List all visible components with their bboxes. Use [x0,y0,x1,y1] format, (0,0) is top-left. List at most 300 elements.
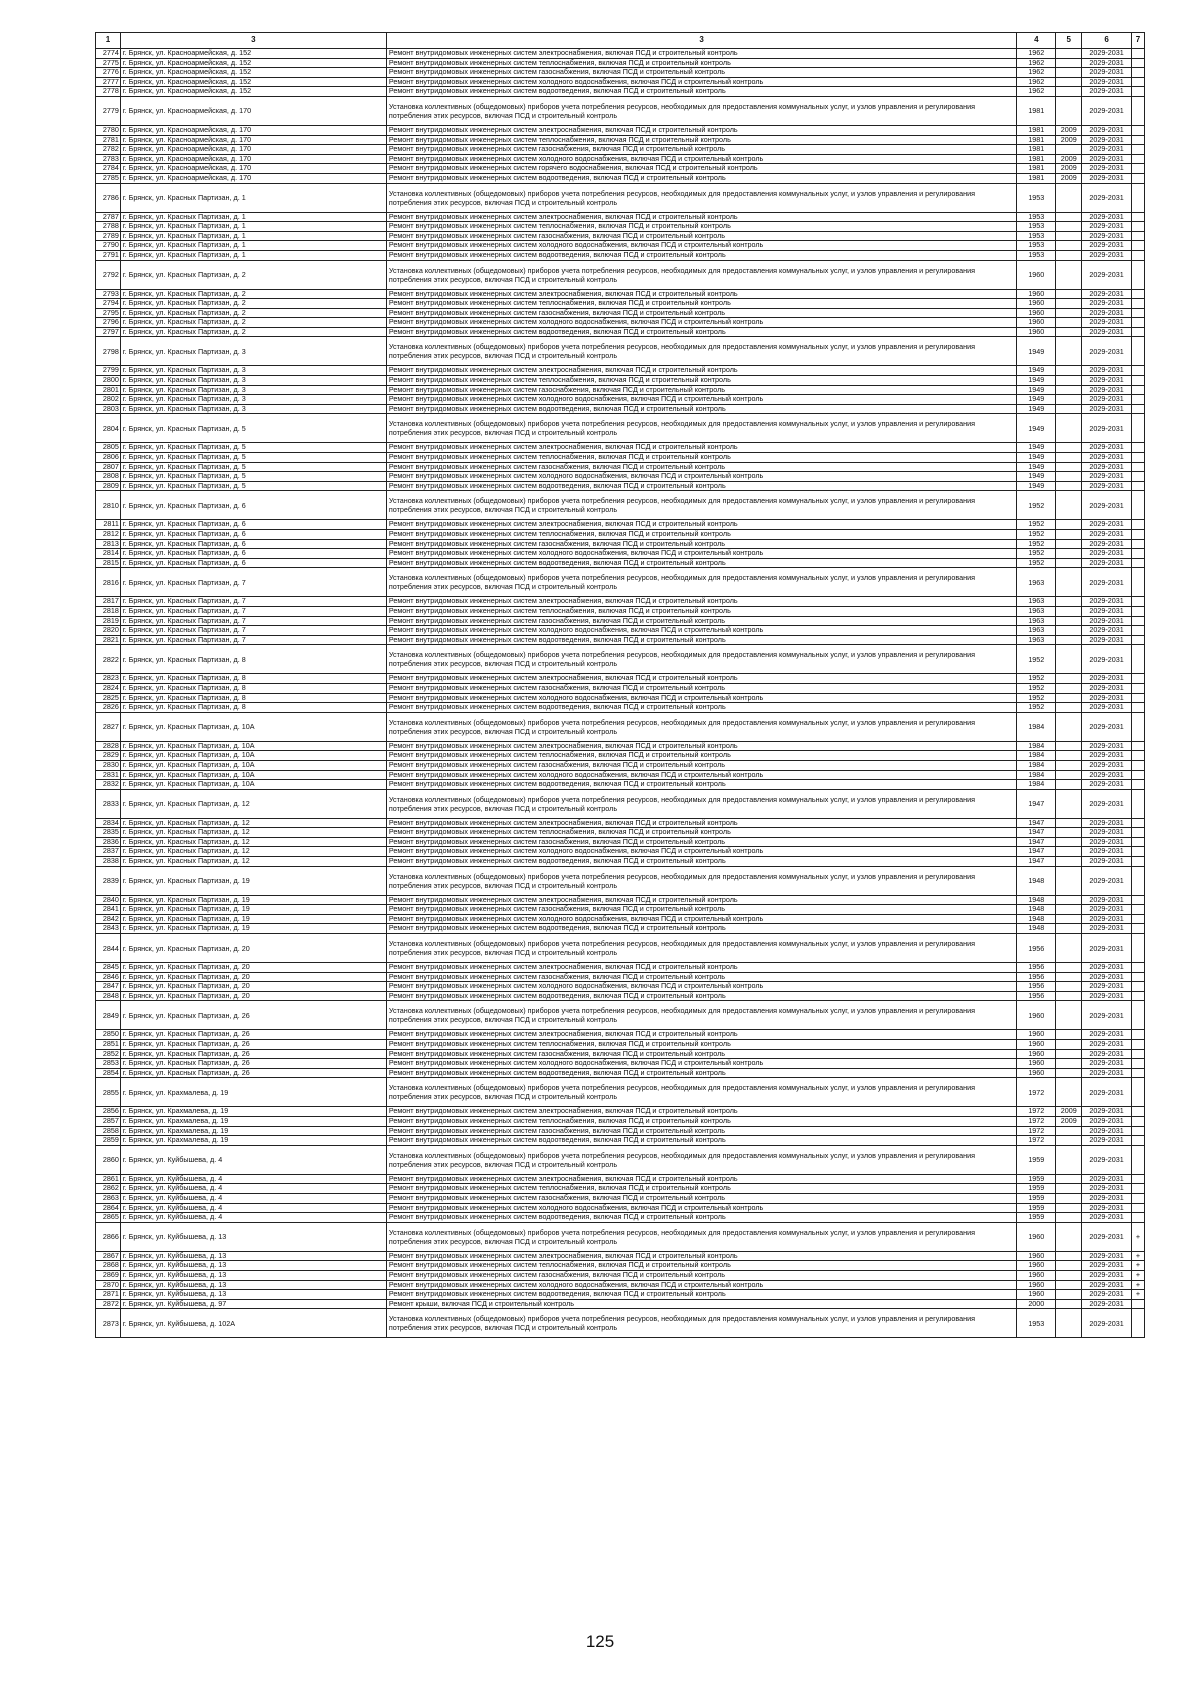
row-build-year: 1953 [1017,241,1056,251]
row-address: г. Брянск, ул. Красных Партизан, д. 7 [120,606,386,616]
row-period: 2029-2031 [1082,1030,1132,1040]
row-period: 2029-2031 [1082,260,1132,289]
row-period: 2029-2031 [1082,760,1132,770]
row-number: 2837 [96,847,121,857]
table-row [96,231,1145,241]
row-number: 2848 [96,991,121,1001]
row-work: Ремонт внутридомовых инженерных систем электроснабжения, включая ПСД и строительный контроль [386,443,1016,453]
row-period: 2029-2031 [1082,828,1132,838]
row-build-year: 1981 [1017,173,1056,183]
row-flag [1131,635,1144,645]
row-address: г. Брянск, ул. Красных Партизан, д. 3 [120,376,386,386]
row-work: Установка коллективных (общедомовых) приборов учета потребления ресурсов, необходимых для предоставления коммунальных услуг, и узлов управления и регулирования потребления этих ресурсов, включая ПСД и строительный контроль [386,96,1016,125]
table-row [96,741,1145,751]
table-row [96,462,1145,472]
row-number: 2870 [96,1280,121,1290]
row-last-repair [1056,1136,1082,1146]
table-row [96,558,1145,568]
row-address: г. Брянск, ул. Красных Партизан, д. 10А [120,741,386,751]
row-address: г. Брянск, ул. Красных Партизан, д. 10А [120,712,386,741]
row-number: 2820 [96,626,121,636]
row-build-year: 1949 [1017,404,1056,414]
row-period: 2029-2031 [1082,491,1132,520]
row-period: 2029-2031 [1082,606,1132,616]
row-number: 2786 [96,183,121,212]
row-number: 2858 [96,1126,121,1136]
row-work: Установка коллективных (общедомовых) приборов учета потребления ресурсов, необходимых для предоставления коммунальных услуг, и узлов управления и регулирования потребления этих ресурсов, включая ПСД и строительный контроль [386,568,1016,597]
row-last-repair [1056,741,1082,751]
row-build-year: 1962 [1017,68,1056,78]
row-work: Ремонт внутридомовых инженерных систем газоснабжения, включая ПСД и строительный контроль [386,683,1016,693]
row-number: 2823 [96,674,121,684]
table-row [96,530,1145,540]
table-row [96,222,1145,232]
row-number: 2787 [96,212,121,222]
row-number: 2801 [96,385,121,395]
row-build-year: 1960 [1017,318,1056,328]
row-address: г. Брянск, ул. Красных Партизан, д. 6 [120,520,386,530]
row-last-repair [1056,260,1082,289]
row-address: г. Брянск, ул. Куйбышева, д. 13 [120,1251,386,1261]
table-row [96,414,1145,443]
row-address: г. Брянск, ул. Крахмалева, д. 19 [120,1116,386,1126]
row-build-year: 1972 [1017,1136,1056,1146]
row-build-year: 1952 [1017,549,1056,559]
table-row [96,1126,1145,1136]
row-flag [1131,991,1144,1001]
table-row [96,1030,1145,1040]
row-work: Ремонт внутридомовых инженерных систем электроснабжения, включая ПСД и строительный контроль [386,1107,1016,1117]
row-build-year: 1949 [1017,337,1056,366]
row-flag [1131,1184,1144,1194]
row-work: Ремонт внутридомовых инженерных систем газоснабжения, включая ПСД и строительный контроль [386,462,1016,472]
table-row [96,857,1145,867]
row-build-year: 1963 [1017,606,1056,616]
header-col-work: 3 [386,33,1016,49]
row-flag [1131,866,1144,895]
row-period: 2029-2031 [1082,58,1132,68]
row-number: 2852 [96,1049,121,1059]
row-build-year: 1960 [1017,1068,1056,1078]
table-row [96,481,1145,491]
row-address: г. Брянск, ул. Красных Партизан, д. 3 [120,395,386,405]
row-build-year: 1960 [1017,1049,1056,1059]
row-flag [1131,404,1144,414]
row-number: 2789 [96,231,121,241]
row-address: г. Брянск, ул. Красных Партизан, д. 12 [120,828,386,838]
table-row [96,1270,1145,1280]
row-flag [1131,934,1144,963]
row-flag [1131,125,1144,135]
row-flag [1131,96,1144,125]
row-flag [1131,1126,1144,1136]
row-address: г. Брянск, ул. Красных Партизан, д. 8 [120,645,386,674]
row-flag [1131,77,1144,87]
row-build-year: 1981 [1017,96,1056,125]
table-row [96,789,1145,818]
row-period: 2029-2031 [1082,385,1132,395]
row-period: 2029-2031 [1082,1078,1132,1107]
row-work: Установка коллективных (общедомовых) приборов учета потребления ресурсов, необходимых для предоставления коммунальных услуг, и узлов управления и регулирования потребления этих ресурсов, включая ПСД и строительный контроль [386,789,1016,818]
row-period: 2029-2031 [1082,250,1132,260]
row-address: г. Брянск, ул. Куйбышева, д. 13 [120,1270,386,1280]
row-last-repair [1056,1222,1082,1251]
table-row [96,472,1145,482]
row-build-year: 1960 [1017,327,1056,337]
row-address: г. Брянск, ул. Куйбышева, д. 97 [120,1299,386,1309]
row-address: г. Брянск, ул. Красноармейская, д. 170 [120,135,386,145]
row-period: 2029-2031 [1082,164,1132,174]
table-row [96,1222,1145,1251]
row-address: г. Брянск, ул. Красных Партизан, д. 6 [120,530,386,540]
row-address: г. Брянск, ул. Куйбышева, д. 13 [120,1280,386,1290]
row-number: 2795 [96,308,121,318]
row-work: Ремонт внутридомовых инженерных систем горячего водоснабжения, включая ПСД и строительный контроль [386,164,1016,174]
row-flag: + [1131,1261,1144,1271]
table-row [96,308,1145,318]
row-build-year: 1972 [1017,1078,1056,1107]
row-period: 2029-2031 [1082,1203,1132,1213]
row-address: г. Брянск, ул. Красных Партизан, д. 19 [120,914,386,924]
table-row [96,337,1145,366]
row-flag [1131,212,1144,222]
table-row [96,914,1145,924]
table-row [96,539,1145,549]
row-period: 2029-2031 [1082,934,1132,963]
row-last-repair [1056,934,1082,963]
row-flag: + [1131,1290,1144,1300]
row-last-repair [1056,472,1082,482]
row-period: 2029-2031 [1082,462,1132,472]
table-row [96,212,1145,222]
table-row [96,385,1145,395]
row-work: Ремонт внутридомовых инженерных систем газоснабжения, включая ПСД и строительный контроль [386,145,1016,155]
row-work: Ремонт внутридомовых инженерных систем холодного водоснабжения, включая ПСД и строительный контроль [386,318,1016,328]
row-period: 2029-2031 [1082,1270,1132,1280]
row-work: Ремонт внутридомовых инженерных систем теплоснабжения, включая ПСД и строительный контроль [386,222,1016,232]
row-build-year: 1956 [1017,991,1056,1001]
row-last-repair [1056,491,1082,520]
table-row [96,1116,1145,1126]
row-build-year: 1953 [1017,183,1056,212]
row-period: 2029-2031 [1082,481,1132,491]
table-row [96,616,1145,626]
row-flag [1131,308,1144,318]
row-address: г. Брянск, ул. Красных Партизан, д. 1 [120,250,386,260]
row-number: 2797 [96,327,121,337]
row-last-repair [1056,58,1082,68]
row-number: 2828 [96,741,121,751]
table-row [96,905,1145,915]
table-row [96,1280,1145,1290]
row-last-repair [1056,991,1082,1001]
table-row [96,491,1145,520]
row-address: г. Брянск, ул. Красноармейская, д. 152 [120,68,386,78]
row-period: 2029-2031 [1082,308,1132,318]
row-number: 2839 [96,866,121,895]
row-flag [1131,462,1144,472]
row-last-repair: 2009 [1056,125,1082,135]
table-row [96,780,1145,790]
row-period: 2029-2031 [1082,857,1132,867]
row-last-repair [1056,597,1082,607]
row-work: Ремонт внутридомовых инженерных систем теплоснабжения, включая ПСД и строительный контроль [386,828,1016,838]
row-number: 2808 [96,472,121,482]
row-number: 2855 [96,1078,121,1107]
row-work: Ремонт внутридомовых инженерных систем газоснабжения, включая ПСД и строительный контроль [386,616,1016,626]
table-row [96,125,1145,135]
row-period: 2029-2031 [1082,645,1132,674]
row-work: Ремонт внутридомовых инженерных систем газоснабжения, включая ПСД и строительный контроль [386,68,1016,78]
table-row [96,866,1145,895]
table-row [96,683,1145,693]
row-work: Ремонт внутридомовых инженерных систем водоотведения, включая ПСД и строительный контроль [386,1213,1016,1223]
row-period: 2029-2031 [1082,674,1132,684]
row-flag [1131,549,1144,559]
row-address: г. Брянск, ул. Красных Партизан, д. 3 [120,337,386,366]
row-number: 2781 [96,135,121,145]
row-flag [1131,481,1144,491]
row-build-year: 1960 [1017,1040,1056,1050]
row-work: Ремонт внутридомовых инженерных систем электроснабжения, включая ПСД и строительный контроль [386,520,1016,530]
row-last-repair [1056,674,1082,684]
row-work: Ремонт внутридомовых инженерных систем холодного водоснабжения, включая ПСД и строительный контроль [386,77,1016,87]
table-row [96,760,1145,770]
row-last-repair [1056,770,1082,780]
row-number: 2794 [96,299,121,309]
row-period: 2029-2031 [1082,847,1132,857]
row-last-repair [1056,1261,1082,1271]
row-flag [1131,414,1144,443]
table-row [96,58,1145,68]
row-period: 2029-2031 [1082,626,1132,636]
table-row [96,693,1145,703]
row-build-year: 1960 [1017,289,1056,299]
row-flag [1131,1040,1144,1050]
row-address: г. Брянск, ул. Крахмалева, д. 19 [120,1126,386,1136]
row-number: 2819 [96,616,121,626]
row-period: 2029-2031 [1082,231,1132,241]
row-address: г. Брянск, ул. Красных Партизан, д. 20 [120,972,386,982]
row-build-year: 1981 [1017,164,1056,174]
row-flag [1131,135,1144,145]
row-build-year: 1972 [1017,1126,1056,1136]
row-last-repair [1056,1174,1082,1184]
row-number: 2810 [96,491,121,520]
row-period: 2029-2031 [1082,837,1132,847]
row-build-year: 1960 [1017,1261,1056,1271]
header-col-year: 4 [1017,33,1056,49]
row-flag [1131,616,1144,626]
row-number: 2806 [96,453,121,463]
row-address: г. Брянск, ул. Красных Партизан, д. 19 [120,924,386,934]
row-address: г. Брянск, ул. Красных Партизан, д. 7 [120,597,386,607]
row-flag [1131,568,1144,597]
table-row [96,318,1145,328]
row-build-year: 1984 [1017,770,1056,780]
table-row [96,443,1145,453]
row-address: г. Брянск, ул. Красных Партизан, д. 8 [120,674,386,684]
row-flag [1131,645,1144,674]
row-flag [1131,58,1144,68]
row-flag [1131,491,1144,520]
row-work: Установка коллективных (общедомовых) приборов учета потребления ресурсов, необходимых для предоставления коммунальных услуг, и узлов управления и регулирования потребления этих ресурсов, включая ПСД и строительный контроль [386,1222,1016,1251]
row-period: 2029-2031 [1082,173,1132,183]
row-period: 2029-2031 [1082,1213,1132,1223]
row-build-year: 1947 [1017,837,1056,847]
row-work: Ремонт внутридомовых инженерных систем теплоснабжения, включая ПСД и строительный контроль [386,606,1016,616]
row-number: 2817 [96,597,121,607]
row-last-repair [1056,818,1082,828]
row-work: Ремонт внутридомовых инженерных систем водоотведения, включая ПСД и строительный контроль [386,1136,1016,1146]
row-build-year: 1947 [1017,847,1056,857]
row-work: Ремонт внутридомовых инженерных систем холодного водоснабжения, включая ПСД и строительный контроль [386,770,1016,780]
row-work: Ремонт внутридомовых инженерных систем водоотведения, включая ПСД и строительный контроль [386,404,1016,414]
row-address: г. Брянск, ул. Красных Партизан, д. 3 [120,366,386,376]
row-flag [1131,972,1144,982]
row-work: Установка коллективных (общедомовых) приборов учета потребления ресурсов, необходимых для предоставления коммунальных услуг, и узлов управления и регулирования потребления этих ресурсов, включая ПСД и строительный контроль [386,934,1016,963]
row-number: 2854 [96,1068,121,1078]
row-build-year: 1952 [1017,558,1056,568]
row-period: 2029-2031 [1082,1280,1132,1290]
row-address: г. Брянск, ул. Красноармейская, д. 170 [120,125,386,135]
table-row [96,77,1145,87]
row-number: 2798 [96,337,121,366]
row-flag [1131,327,1144,337]
row-build-year: 1948 [1017,914,1056,924]
row-number: 2809 [96,481,121,491]
row-number: 2871 [96,1290,121,1300]
row-last-repair [1056,337,1082,366]
row-number: 2843 [96,924,121,934]
row-number: 2822 [96,645,121,674]
row-number: 2832 [96,780,121,790]
row-build-year: 1949 [1017,472,1056,482]
row-number: 2800 [96,376,121,386]
table-row [96,597,1145,607]
row-last-repair [1056,1270,1082,1280]
table-row [96,568,1145,597]
row-flag [1131,741,1144,751]
row-build-year: 1981 [1017,125,1056,135]
row-period: 2029-2031 [1082,1107,1132,1117]
row-work: Ремонт внутридомовых инженерных систем газоснабжения, включая ПСД и строительный контроль [386,385,1016,395]
row-last-repair [1056,376,1082,386]
table-row [96,635,1145,645]
row-work: Ремонт внутридомовых инженерных систем холодного водоснабжения, включая ПСД и строительный контроль [386,549,1016,559]
row-flag [1131,222,1144,232]
row-flag [1131,443,1144,453]
row-flag [1131,828,1144,838]
row-build-year: 1959 [1017,1184,1056,1194]
row-number: 2860 [96,1145,121,1174]
row-work: Ремонт внутридомовых инженерных систем теплоснабжения, включая ПСД и строительный контроль [386,299,1016,309]
row-number: 2811 [96,520,121,530]
row-last-repair [1056,712,1082,741]
row-work: Установка коллективных (общедомовых) приборов учета потребления ресурсов, необходимых для предоставления коммунальных услуг, и узлов управления и регулирования потребления этих ресурсов, включая ПСД и строительный контроль [386,414,1016,443]
row-flag [1131,558,1144,568]
row-number: 2792 [96,260,121,289]
row-build-year: 1949 [1017,453,1056,463]
row-work: Ремонт внутридомовых инженерных систем газоснабжения, включая ПСД и строительный контроль [386,1193,1016,1203]
row-period: 2029-2031 [1082,770,1132,780]
row-period: 2029-2031 [1082,1290,1132,1300]
table-row [96,395,1145,405]
row-address: г. Брянск, ул. Красных Партизан, д. 6 [120,539,386,549]
row-period: 2029-2031 [1082,154,1132,164]
row-build-year: 1962 [1017,49,1056,59]
row-work: Ремонт внутридомовых инженерных систем газоснабжения, включая ПСД и строительный контроль [386,837,1016,847]
row-work: Ремонт внутридомовых инженерных систем водоотведения, включая ПСД и строительный контроль [386,481,1016,491]
row-flag: + [1131,1222,1144,1251]
row-period: 2029-2031 [1082,183,1132,212]
row-flag [1131,453,1144,463]
row-build-year: 1963 [1017,616,1056,626]
row-work: Ремонт внутридомовых инженерных систем теплоснабжения, включая ПСД и строительный контроль [386,135,1016,145]
row-number: 2838 [96,857,121,867]
row-address: г. Брянск, ул. Красных Партизан, д. 5 [120,414,386,443]
row-number: 2783 [96,154,121,164]
row-number: 2818 [96,606,121,616]
row-work: Ремонт внутридомовых инженерных систем теплоснабжения, включая ПСД и строительный контроль [386,1040,1016,1050]
row-number: 2826 [96,703,121,713]
table-row [96,549,1145,559]
table-row [96,1290,1145,1300]
row-build-year: 1963 [1017,635,1056,645]
row-build-year: 1956 [1017,972,1056,982]
table-row [96,1001,1145,1030]
row-build-year: 1953 [1017,231,1056,241]
row-build-year: 1960 [1017,260,1056,289]
row-period: 2029-2031 [1082,895,1132,905]
row-period: 2029-2031 [1082,125,1132,135]
row-work: Ремонт внутридомовых инженерных систем газоснабжения, включая ПСД и строительный контроль [386,972,1016,982]
row-last-repair: 2009 [1056,1107,1082,1117]
row-last-repair [1056,1184,1082,1194]
row-number: 2831 [96,770,121,780]
table-row [96,183,1145,212]
row-last-repair [1056,866,1082,895]
row-work: Ремонт внутридомовых инженерных систем водоотведения, включая ПСД и строительный контроль [386,991,1016,1001]
row-work: Ремонт внутридомовых инженерных систем водоотведения, включая ПСД и строительный контроль [386,780,1016,790]
row-number: 2853 [96,1059,121,1069]
row-build-year: 1960 [1017,1001,1056,1030]
row-build-year: 2000 [1017,1299,1056,1309]
row-build-year: 1963 [1017,626,1056,636]
row-number: 2856 [96,1107,121,1117]
row-number: 2857 [96,1116,121,1126]
row-period: 2029-2031 [1082,1040,1132,1050]
row-flag [1131,241,1144,251]
row-address: г. Брянск, ул. Красных Партизан, д. 7 [120,616,386,626]
row-last-repair: 2009 [1056,164,1082,174]
row-period: 2029-2031 [1082,327,1132,337]
row-work: Ремонт внутридомовых инженерных систем водоотведения, включая ПСД и строительный контроль [386,250,1016,260]
row-last-repair [1056,857,1082,867]
header-col-1: 1 [96,33,121,49]
row-period: 2029-2031 [1082,395,1132,405]
row-work: Установка коллективных (общедомовых) приборов учета потребления ресурсов, необходимых для предоставления коммунальных услуг, и узлов управления и регулирования потребления этих ресурсов, включая ПСД и строительный контроль [386,1001,1016,1030]
row-flag [1131,751,1144,761]
row-period: 2029-2031 [1082,520,1132,530]
row-address: г. Брянск, ул. Крахмалева, д. 19 [120,1136,386,1146]
table-row [96,1145,1145,1174]
row-work: Установка коллективных (общедомовых) приборов учета потребления ресурсов, необходимых для предоставления коммунальных услуг, и узлов управления и регулирования потребления этих ресурсов, включая ПСД и строительный контроль [386,260,1016,289]
row-build-year: 1952 [1017,703,1056,713]
table-row [96,1059,1145,1069]
row-address: г. Брянск, ул. Красноармейская, д. 170 [120,173,386,183]
row-flag [1131,703,1144,713]
